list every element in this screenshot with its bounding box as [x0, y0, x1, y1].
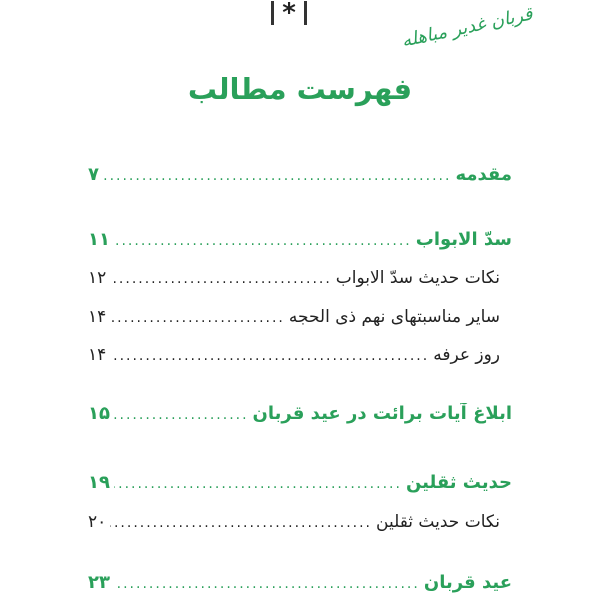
toc-entry-label: روز عرفه	[433, 345, 500, 365]
toc-entry-page: ۲۰	[88, 512, 107, 532]
asterisk-icon: *	[282, 0, 296, 28]
dot-leader	[110, 310, 285, 326]
toc-entry[interactable]	[88, 345, 500, 365]
toc-entry[interactable]	[88, 268, 500, 288]
toc-entry[interactable]	[88, 403, 512, 424]
toc-entry[interactable]	[88, 229, 512, 250]
toc-entry-label: نکات حدیث سدّ الابواب	[335, 268, 500, 288]
toc-entry-page: ۷	[88, 164, 99, 185]
toc-entry-page: ۱۱	[88, 229, 110, 250]
toc-entry-page: ۱۹	[88, 472, 110, 493]
dot-leader	[103, 168, 451, 184]
toc-entry-label: ابلاغ آیات برائت در عید قربان	[252, 403, 512, 424]
dot-leader	[114, 476, 402, 492]
toc-entry-label: حدیث ثقلین	[405, 472, 512, 493]
toc-entry-page: ۲۳	[88, 572, 110, 593]
toc-entry-label: مقدمه	[455, 164, 512, 185]
toc-entry[interactable]	[88, 307, 500, 327]
book-logo: قربان غدیر مباهله	[399, 2, 535, 52]
toc-entry-label: عید قربان	[423, 572, 512, 593]
toc-entry[interactable]	[88, 572, 512, 593]
toc-entry-label: سایر مناسبتهای نهم ذی الحجه	[288, 307, 500, 327]
toc-entry-page: ۱۵	[88, 403, 110, 424]
dot-leader	[110, 515, 372, 531]
dot-leader	[110, 348, 429, 364]
toc-entry-page: ۱۲	[88, 268, 107, 288]
page-title: فهرست مطالب	[187, 72, 413, 106]
toc-entry-page: ۱۴	[88, 307, 107, 327]
dot-leader	[114, 407, 249, 423]
toc-entry-label: نکات حدیث ثقلین	[376, 512, 500, 532]
toc-entry[interactable]	[88, 164, 512, 185]
toc-entry-page: ۱۴	[88, 345, 107, 365]
dot-leader	[114, 233, 412, 249]
toc-entry[interactable]	[88, 472, 512, 493]
dot-leader	[114, 576, 420, 592]
toc-entry-label: سدّ الابواب	[415, 229, 512, 250]
toc-entry[interactable]	[88, 512, 500, 532]
dot-leader	[110, 271, 332, 287]
